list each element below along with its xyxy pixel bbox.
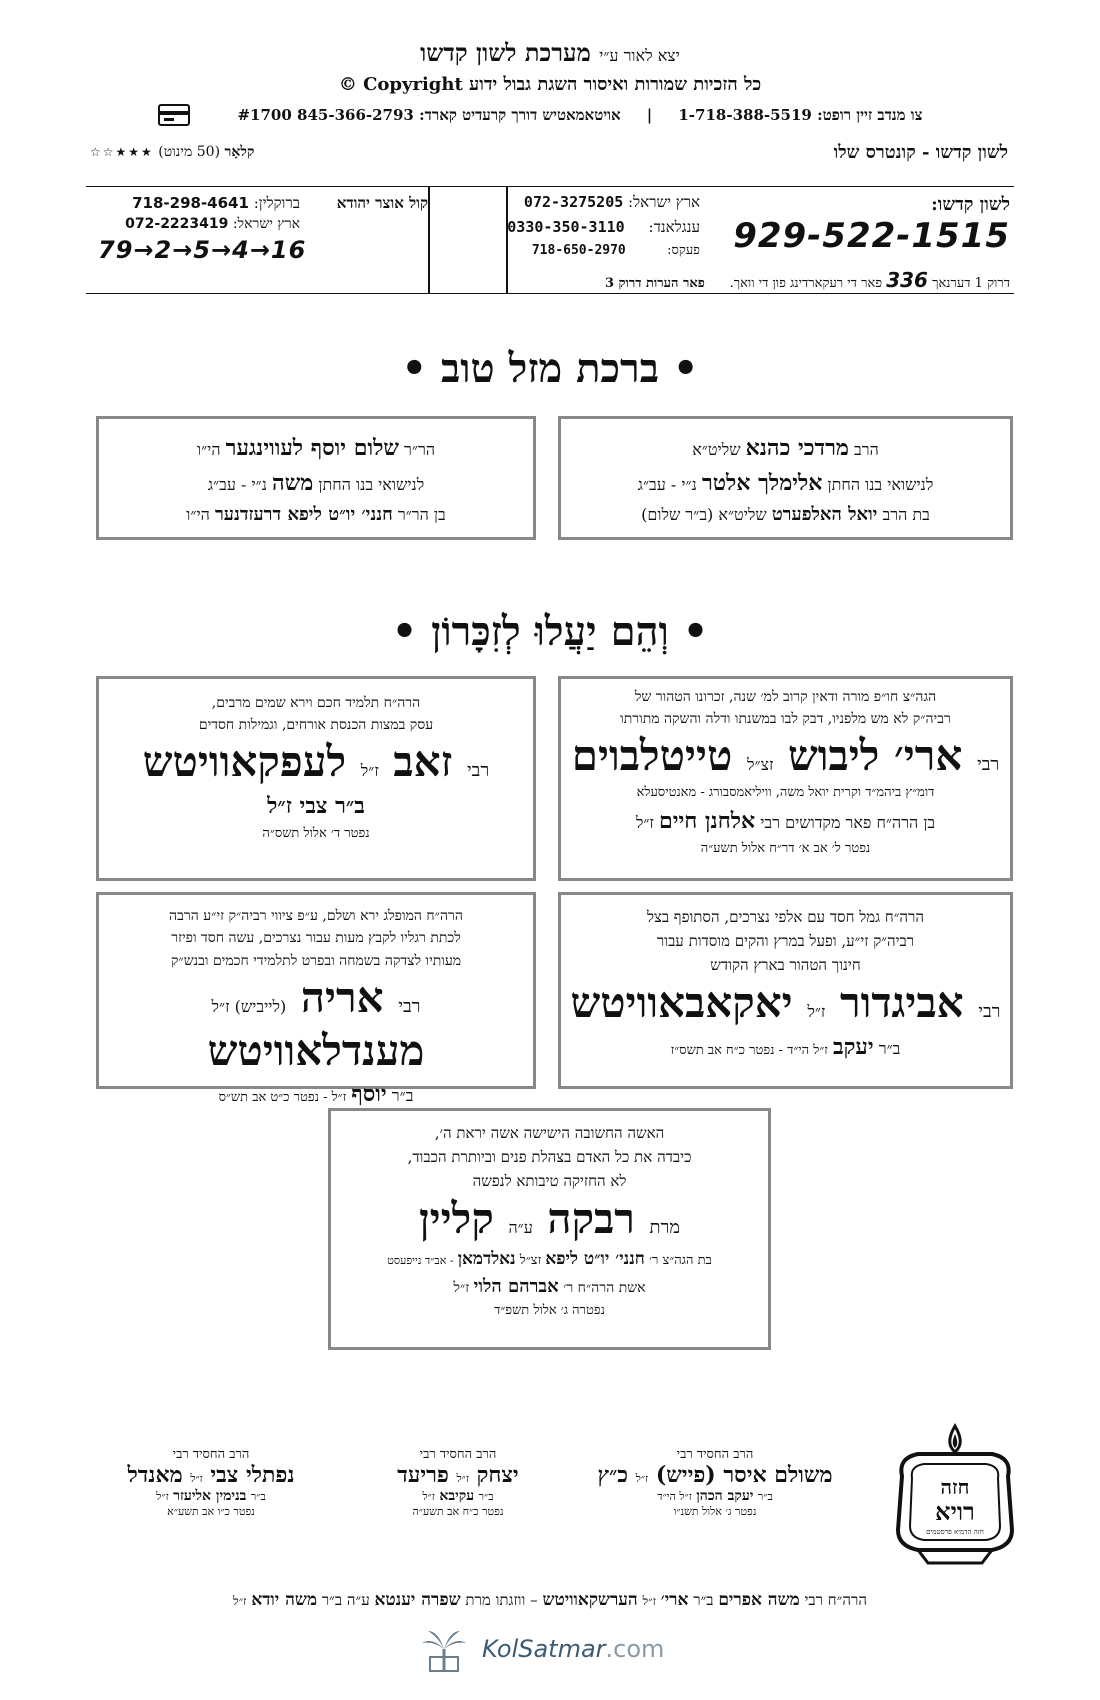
publisher-name: מערכת לשון קדשו (420, 38, 591, 67)
text: ב״ר (693, 1591, 714, 1609)
surname: קליין (418, 1194, 494, 1243)
text: זצ״ל (519, 1252, 542, 1268)
israel-line (524, 193, 700, 212)
kol-brooklyn-label: ברוקלין: (253, 194, 300, 212)
memorial-box-klein (328, 1108, 771, 1350)
description: הרה״ח המופלג ירא ושלם, ע״פ ציווי רביה״ק זי״ע הרבה (169, 908, 463, 924)
text: ב״ר (250, 1490, 266, 1503)
text: ז״ל (156, 1490, 169, 1503)
surname: טייטלבוים (571, 731, 733, 781)
text: הי״ו (196, 440, 221, 459)
description: מעותיו לצדקה בשמחה ובפרט לתלמידי חכמים ובנש״ק (170, 952, 462, 969)
england-label: ענגלאנד: (648, 218, 700, 236)
name: אביגדור (839, 978, 964, 1027)
date: נפטר כ״ח אב תשע״ה (412, 1505, 504, 1518)
palm-tree-icon (420, 1627, 468, 1675)
surname: מאנדל (127, 1462, 183, 1488)
text: רבי (398, 996, 421, 1018)
copyright-line: כל הזכיות שמורות ואיסור השגת גבול ידוע Copyright © (338, 74, 762, 95)
chevra-memorial-mandel (86, 1446, 336, 1518)
text: ב״ר (478, 1490, 494, 1503)
site-brand: KolSatmar (482, 1635, 606, 1663)
honoree-name (99, 972, 533, 1077)
publisher-line (0, 38, 1100, 68)
surname: יאקאבאוויטש (570, 978, 793, 1027)
text: רבי (976, 754, 1000, 776)
footer-dedication (0, 1590, 1100, 1610)
text: ז״ל (360, 761, 379, 781)
publisher-prefix: יצא לאור ע״י (599, 46, 680, 65)
star-rating-icon: ★★★☆☆ (90, 145, 154, 159)
name-line (86, 1462, 336, 1488)
logo-line-1: חזה (940, 1475, 970, 1499)
text: בת הגה״צ ר׳ (648, 1252, 712, 1268)
kol-israel-label: ארץ ישראל: (232, 216, 300, 232)
name: משה יודא (251, 1590, 318, 1610)
text: ז״ל (453, 1279, 470, 1296)
name: רבקה (547, 1194, 635, 1243)
text: ז״ל (190, 1472, 203, 1485)
fax-label: פעקס: (667, 243, 700, 258)
name: משה אפרים (718, 1590, 800, 1610)
text: הרב (854, 440, 879, 459)
text: ז״ל (807, 1002, 826, 1021)
description: הרה״ח תלמיד חכם וירא שמים מרבים, (211, 695, 421, 711)
name: אריה (300, 973, 384, 1023)
mazal-tov-title: • ברכת מזל טוב • (401, 345, 699, 392)
text: שליט״א (ב״ר שלום) (641, 505, 767, 525)
lk-title: לשון קדשו: (931, 194, 1010, 215)
description: עסק במצות הכנסת אורחים, וגמילות חסדים (198, 716, 434, 733)
surname: הערשקאוויטש (542, 1590, 638, 1610)
chevra-memorial-fried (348, 1446, 568, 1518)
lk-druk-num: 336 (886, 268, 928, 292)
name: נאלדמאן (457, 1248, 516, 1269)
date: נפטר כ״ו אב תשע״א (167, 1505, 255, 1518)
date: נפטר ל׳ אב א׳ דר״ח אלול תשע״ה (700, 840, 871, 856)
kol-israel-number[interactable]: 072-2223419 (125, 216, 229, 232)
kuntres-title: לשון קדשו - קונטרס שלו (833, 142, 1008, 163)
text: אשת הרה״ח ר׳ (563, 1279, 646, 1296)
lk-phone[interactable]: 929-522-1515 (733, 216, 1010, 256)
name: יעקב (833, 1033, 874, 1060)
father-line (331, 1246, 768, 1273)
surname: לעפקאוויטש (142, 737, 347, 787)
lk-druk-row (495, 268, 1010, 292)
description: הגה״צ חו״פ מורה ודאין קרוב למ׳ שנה, זכרונו הטהור של (634, 689, 937, 705)
memorial-title: • וְהֵם יַעֲלוּ לְזִכָּרוֹן • (391, 608, 709, 655)
kol-brooklyn-number[interactable]: 718-298-4641 (132, 194, 249, 212)
text: ז״ל הי״ד (657, 1490, 692, 1503)
text: שליט״א (692, 440, 741, 459)
surname: מענדלאוויטש (207, 1025, 425, 1075)
text: ז״ל הי״ד - נפטר כ״ח אב תשס״ז (670, 1042, 828, 1058)
fax-line (532, 242, 700, 258)
name: משולם איסר (פייש) (655, 1462, 833, 1488)
text: רבי (466, 760, 490, 782)
text: מרת (649, 1217, 681, 1238)
description: לא החזיקה טיבותא לנפשה (472, 1172, 627, 1190)
mt2-line-3 (99, 501, 533, 530)
text: הרה״ח רבי (804, 1591, 867, 1609)
text: לנישואי בנו החתן (827, 475, 934, 495)
text: ז״ל (422, 1490, 435, 1503)
text: נ״י - עב״ג (207, 475, 267, 495)
israel-number[interactable]: 072-3275205 (523, 193, 624, 211)
mt2-line-1 (99, 431, 533, 466)
honoree-name (561, 730, 1010, 783)
text: ווזגתו מרת (465, 1591, 526, 1609)
mt2-line-2 (99, 466, 533, 501)
date: נפטרה ג׳ אלול תשפ״ד (494, 1303, 605, 1319)
lk-notes: פאר הערות דרוק 3 (604, 276, 705, 291)
text: הי״ו (186, 505, 210, 525)
logo-caption: חזה הדמיא פרסטמים (926, 1528, 984, 1536)
name: משה (272, 470, 314, 497)
card-text: אויטאמאטיש דורך קרעדיט קארד: 845-366-2793 #1700 (237, 106, 621, 124)
text: בן הרה״ח פאר מקדושים רבי (760, 812, 936, 832)
father-line (580, 1488, 850, 1505)
donate-line (150, 106, 1010, 125)
separator: – (530, 1591, 538, 1609)
text: ב״ר (757, 1490, 773, 1503)
date: נפטר ג׳ אלול תשנ״ו (673, 1505, 757, 1518)
name: ארי׳ (660, 1590, 689, 1610)
name-line (348, 1462, 568, 1488)
text: ז״ל (456, 1472, 469, 1485)
title: הרב החסיד רבי (676, 1447, 754, 1462)
klar-label: קלאָר (224, 144, 255, 160)
name-line (580, 1462, 850, 1488)
england-number[interactable]: 0330-350-3110 (507, 218, 625, 236)
memorial-box-lefkowitz (96, 676, 536, 881)
name: בנימין אליעזר (173, 1488, 247, 1504)
honoree-name (561, 977, 1010, 1030)
name: זאב (393, 737, 453, 787)
description: רביה״ק לא מש מלפניו, דבק לבו במשנתו ודלה והשקה מתורתו (620, 710, 951, 727)
text: ז״ל (635, 1472, 649, 1485)
name: ארי׳ ליבוש (788, 731, 963, 781)
klar-minutes: (50 מינוט) (158, 144, 221, 160)
candle-logo-icon (888, 1418, 1022, 1568)
credit-card-icon (158, 104, 190, 126)
memorial-box-yakobovitch (558, 892, 1013, 1089)
description: כיבדה את כל האדם בצהלת פנים וביותרת הכבוד, (407, 1148, 692, 1166)
memorial-box-mendlowitz (96, 892, 536, 1108)
mazal-tov-box-2 (96, 416, 536, 540)
description: הרה״ח גמל חסד עם אלפי נצרכים, הסתופף בצל (646, 908, 925, 926)
kol-menu-code: 79→2→5→4→16 (98, 236, 307, 264)
text: בן הר״ר (397, 505, 446, 525)
text: ז״ל (635, 812, 654, 832)
name: נפתלי צבי (210, 1462, 295, 1488)
text: בת הרב (882, 505, 930, 525)
site-logo[interactable] (420, 1625, 700, 1675)
text: נ״י - עב״ג (637, 475, 697, 495)
donate-phone: צו מנדב זיין רופט: 1-718-388-5519 (678, 106, 923, 124)
text: (לייביש) ז״ל (211, 997, 287, 1017)
name: חנני׳ יו״ט ליפא דרעזדנער (214, 504, 393, 526)
name: יעקב הכהן (696, 1488, 754, 1504)
description: האשה החשובה הישישה אשה יראת ה׳, (434, 1124, 665, 1142)
text: ע״ה (508, 1218, 533, 1237)
divider: | (646, 106, 653, 124)
mt1-line-1 (561, 431, 1010, 466)
text: ז״ל (233, 1594, 247, 1608)
mazal-tov-box-1 (558, 416, 1013, 540)
description: רביה״ק זי״ע, ופעל במרץ והקים מוסדות עבור (656, 932, 915, 950)
title: הרב החסיד רבי (172, 1447, 250, 1462)
text: ע״ה ב״ר (321, 1591, 370, 1609)
klar-rating (90, 144, 254, 161)
father-line (561, 1030, 1010, 1065)
site-name (482, 1635, 664, 1663)
kol-israel-line (125, 216, 300, 233)
father-line: ב״ר צבי ז״ל (267, 792, 365, 819)
mt1-line-2 (561, 466, 1010, 501)
name: יואל האלפערט (771, 504, 878, 526)
description: לכתת רגליו לקבץ מעות עבור נצרכים, עשה חסד ופיזר (171, 930, 461, 947)
father-line (348, 1488, 568, 1505)
name: יצחק (476, 1462, 519, 1488)
chevra-logo (888, 1418, 1022, 1568)
chevra-memorial-katz (580, 1446, 850, 1518)
name: אלחנן חיים (658, 807, 756, 834)
description: חינוך הטהור בארץ הקודש (710, 956, 861, 974)
name: עקיבא (439, 1488, 475, 1504)
text: - אב״ד נייפעסט (387, 1253, 454, 1267)
name: שלום יוסף לעווינגער (225, 435, 399, 461)
name: אברהם הלוי (473, 1275, 559, 1297)
text: רבי (978, 1001, 1001, 1022)
israel-label: ארץ ישראל: (628, 193, 700, 211)
text: הר״ר (404, 440, 436, 459)
site-tld: .com (605, 1635, 665, 1663)
name: חנני׳ יו״ט ליפא (545, 1248, 645, 1269)
divider-line (428, 187, 430, 293)
title: הרב החסיד רבי (419, 1447, 497, 1462)
fax-number[interactable]: 718-650-2970 (531, 243, 626, 258)
text: ז״ל - נפטר כ״ט אב תש״ס (218, 1090, 347, 1106)
mt1-line-3 (561, 501, 1010, 530)
name: מרדכי כהנא (745, 435, 849, 461)
memorial-box-teitelbaum (558, 676, 1013, 881)
honoree-name (331, 1193, 768, 1246)
text: ב״ר (878, 1038, 901, 1058)
text: לנישואי בנו החתן (318, 475, 425, 495)
description: דומ״ץ ביהמ״ד וקרית יואל משה, וויליאמסבורג - מאנטיסעלא (636, 784, 935, 800)
text: זצ״ל (747, 755, 774, 775)
father-line (86, 1488, 336, 1505)
date: נפטר ד׳ אלול תשס״ה (262, 826, 370, 842)
name: יוסף (351, 1081, 387, 1108)
lk-druk-prefix: דרוק 1 דערנאך (932, 276, 1010, 291)
logo-line-2: רויא (935, 1497, 975, 1526)
text: ב״ר (391, 1086, 414, 1106)
husband-line (331, 1273, 768, 1302)
text: ז״ל (642, 1594, 657, 1608)
honoree-name (99, 736, 533, 789)
name: אלימלך אלטר (701, 470, 823, 497)
surname: פריעד (397, 1462, 449, 1488)
surname: כ״ץ (597, 1462, 629, 1488)
name: שפרה יענטא (374, 1590, 461, 1610)
lk-druk-suffix: פאר די רעקארדינג פון די וואך. (729, 276, 883, 291)
england-line (507, 218, 700, 237)
father-line (561, 804, 1010, 839)
kol-title: קול אוצר יהודא (336, 194, 428, 212)
kol-brooklyn-line (132, 194, 300, 213)
